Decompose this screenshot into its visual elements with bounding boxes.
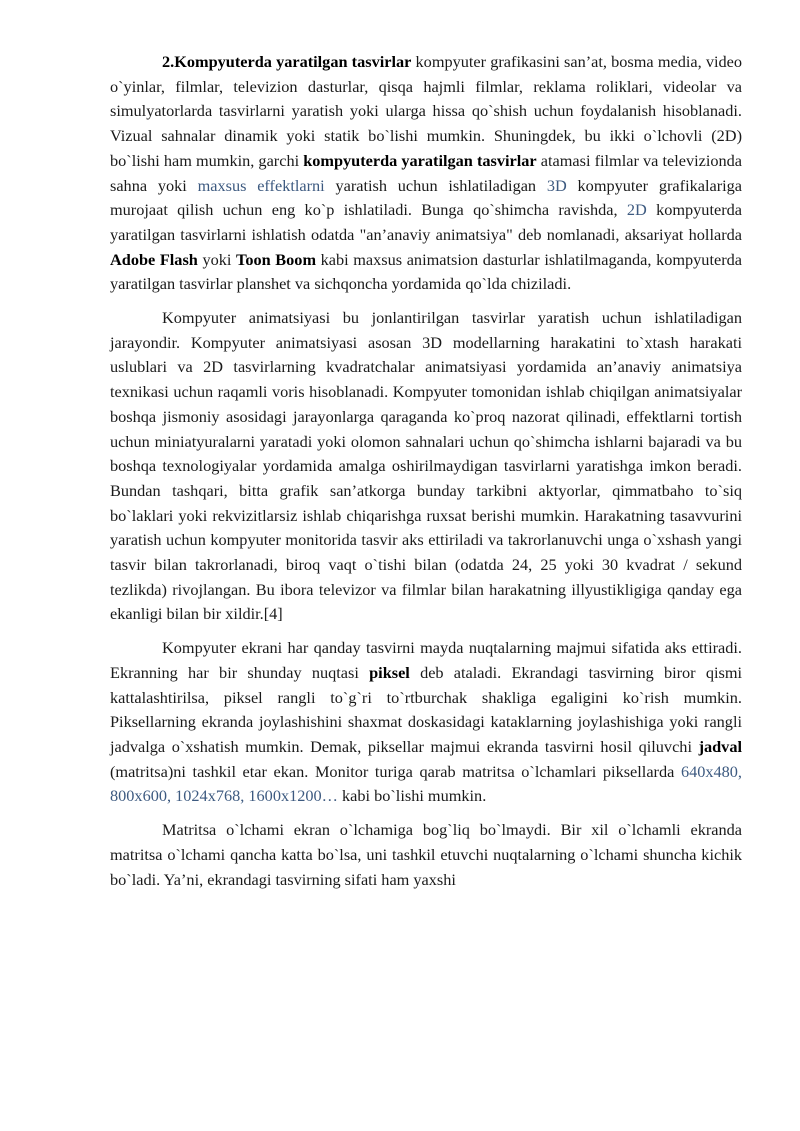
resolutions-link[interactable]: 640x480, 800x600, 1024x768, 1600x1200… <box>110 761 742 806</box>
bold-term: piksel <box>369 662 410 682</box>
special-effects-link[interactable]: maxsus effektlarni <box>197 175 325 195</box>
text-run: yoki <box>197 249 236 269</box>
2d-link[interactable]: 2D <box>626 200 647 220</box>
paragraph-2: Kompyuter animatsiyasi bu jonlantirilgan tasvirlar yaratish uchun ishlatiladigan jarayondir. Kompyuter animatsiyasi asosan 3D modellarning harakatini to`xtash harakati uslublari va 2D tasvirlarning kvadratchalar animatsiyasi yordamida an’anaviy animatsiya texnikasi uchun raqamli voris hisoblanadi. Kompyuter tomonidan ishlab chiqilgan animatsiyalar boshqa jismoniy asosidagi jarayonlarga qaraganda ko`proq nazorat qilinadi, effektlarni tortish uchun miniatyuralarni yaratadi yoki olomon sahnalari uchun qo`shimcha ishlarni bajaradi va bu boshqa texnologiyalar yordamida amalga oshirilmaydigan tasvirlarni yaratishga imkon beradi. Bundan tashqari, bitta grafik san’atkorga bunday tarkibni aktyorlar, qimmatbaho to`siq bo`laklari yoki rekvizitlarsiz ishlab chiqarishga ruxsat berishi mumkin. Harakatning tasavvurini yaratish uchun kompyuter monitorida tasvir aks ettiriladi va takrorlanuvchi unga o`xshash yangi tasvir bilan takrorlanadi, biroq vaqt o`tishi bilan (odatda 24, 25 yoki 30 kvadrat / sekund tezlikda) rivojlangan. Bu ibora televizor va filmlar bilan harakatning illyustikligiga qanday ega ekanligi bilan bir xildir.[4] <box>110 308 742 624</box>
text-run: yaratish uchun ishlatiladigan <box>324 175 547 195</box>
paragraph-3 <box>110 636 742 809</box>
bold-term: jadval <box>698 736 742 756</box>
bold-term: Adobe Flash <box>110 249 198 269</box>
text-run: kabi bo`lishi mumkin. <box>337 786 487 806</box>
text-run: kabi maxsus animatsion dasturlar ishlatilmaganda, kompyuterda yaratilgan tasvirlar planshet va sichqoncha yordamida qo`lda chiziladi. <box>110 249 742 294</box>
3d-link[interactable]: 3D <box>546 175 567 195</box>
paragraph-1 <box>110 50 742 297</box>
text-run: atamasi filmlar va televizionda sahna yoki <box>110 150 743 195</box>
section-heading: 2.Kompyuterda yaratilgan tasvirlar <box>162 52 412 71</box>
text-run: deb ataladi. Ekrandagi tasvirning biror qismi kattalashtirilsa, piksel rangli to`g`ri to`rtburchak shakliga egaligini ko`rish mumkin. Piksellarning ekranda joylashishini shaxmat doskasidagi kataklarning joylashishiga yoki rangli jadvalga o`xshatish mumkin. Demak, piksellar majmui ekranda tasvirni hosil qiluvchi <box>110 662 743 756</box>
text-run: (matritsa)ni tashkil etar ekan. Monitor turiga qarab matritsa o`lchamlari piksellarda <box>110 761 681 781</box>
text-run: Kompyuter ekrani har qanday tasvirni mayda nuqtalarning majmui sifatida aks ettiradi. Ekranning har bir shunday nuqtasi <box>110 638 742 682</box>
text-run: kompyuter grafikalariga murojaat qilish uchun eng ko`p ishlatiladi. Bunga qo`shimcha ravishda, <box>110 175 743 220</box>
paragraph-4: Matritsa o`lchami ekran o`lchamiga bog`liq bo`lmaydi. Bir xil o`lchamli ekranda matritsa o`lchami qancha katta bo`lsa, uni tashkil etuvchi nuqtalarning o`lchami shuncha kichik bo`ladi. Ya’ni, ekrandagi tasvirning sifati ham yaxshi <box>110 820 742 889</box>
document-page <box>110 50 742 901</box>
bold-term: Toon Boom <box>236 249 317 269</box>
bold-term: kompyuterda yaratilgan tasvirlar <box>303 150 537 170</box>
text-run: kompyuterda yaratilgan tasvirlarni ishlatish odatda "an’anaviy animatsiya" deb nomlanadi, aksariyat hollarda <box>110 200 742 244</box>
text-run: kompyuter grafikasini san’at, bosma media, video o`yinlar, filmlar, televizion dasturlar, qisqa hajmli filmlar, reklama roliklari, videolar va simulyatorlarda tasvirlarni yaratish yoki ularga hissa qo`shish uchun foydalanish hisoblanadi. Vizual sahnalar dinamik yoki statik bo`lishi mumkin. Shuningdek, bu ikki o`lchovli (2D) bo`lishi ham mumkin, garchi <box>110 52 743 170</box>
